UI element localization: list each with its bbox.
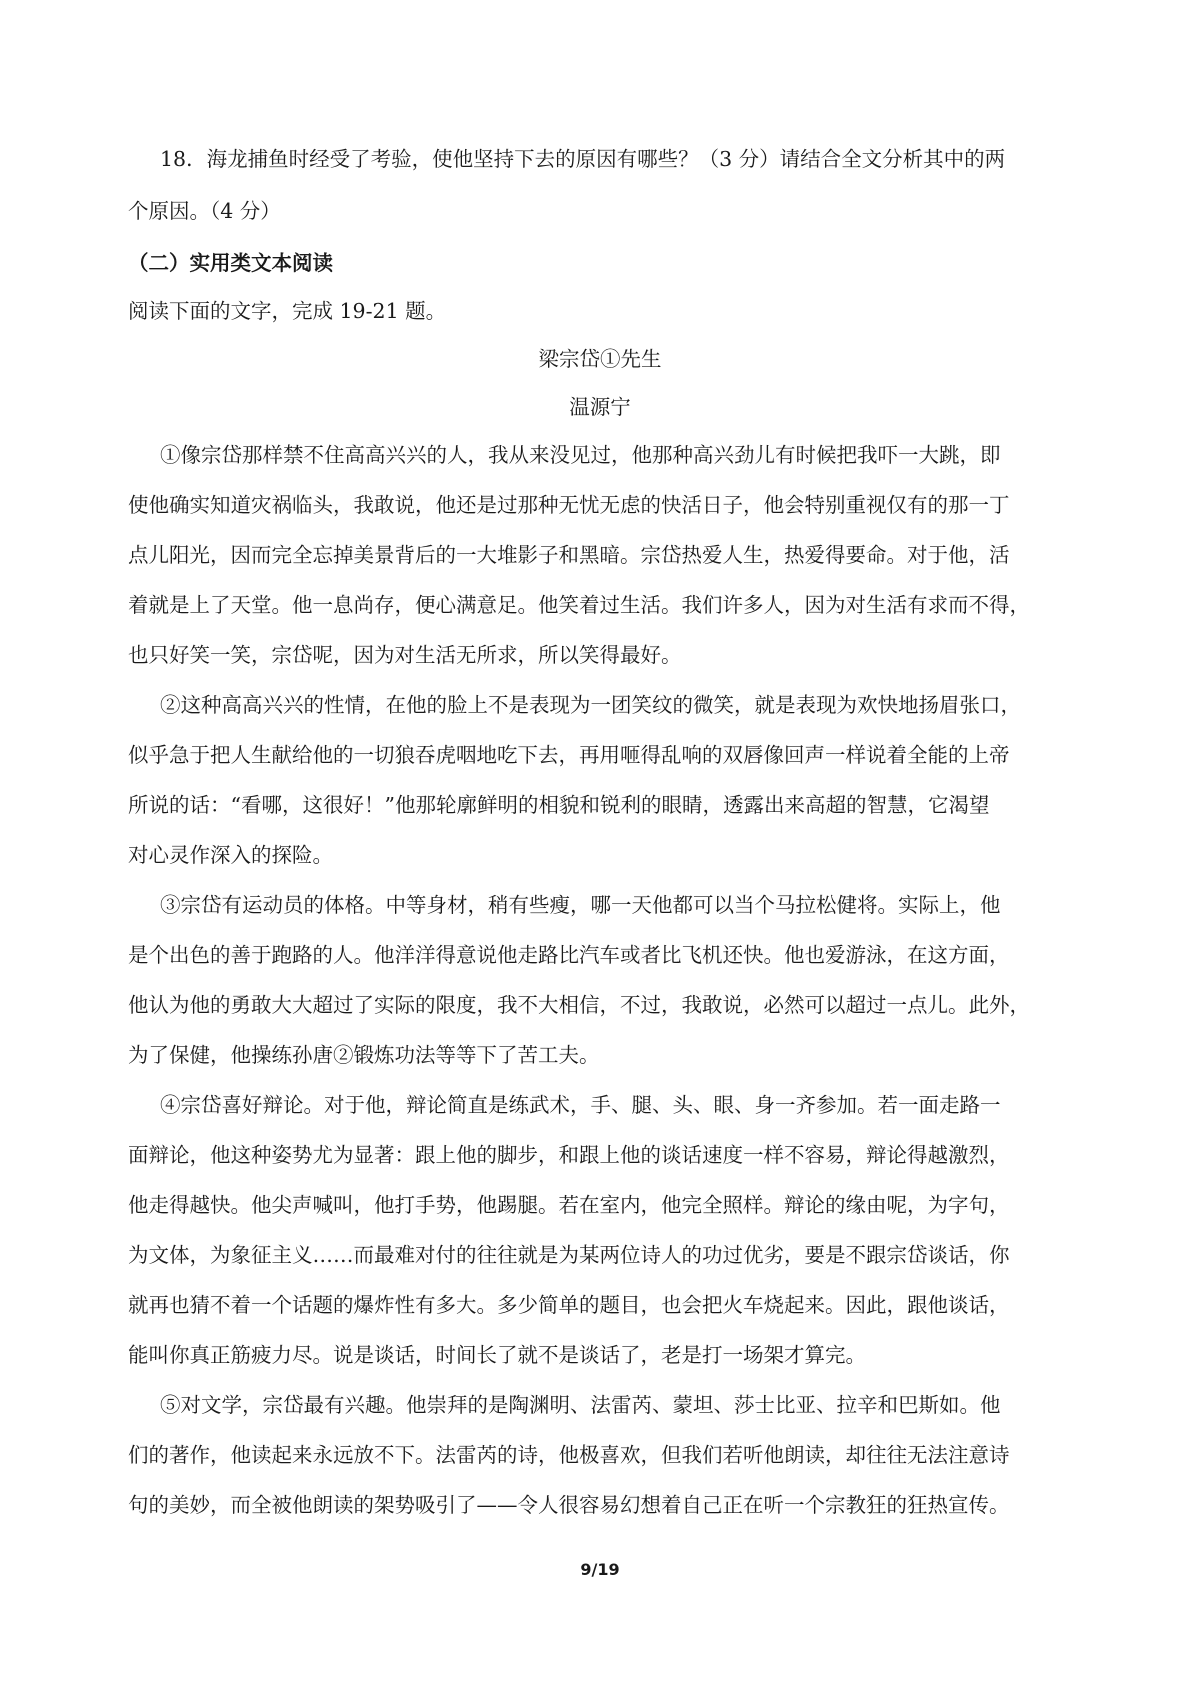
- paragraph-5-line: 们的著作，他读起来永远放不下。法雷芮的诗，他极喜欢，但我们若听他朗读，却往往无法注意诗: [128, 1443, 1010, 1467]
- paragraph-3-line: 为了保健，他操练孙唐②锻炼功法等等下了苦工夫。: [128, 1043, 600, 1067]
- question-18-line-1: 18．海龙捕鱼时经受了考验，使他坚持下去的原因有哪些？（3 分）请结合全文分析其中的两: [160, 147, 1006, 171]
- paragraph-3-line: 是个出色的善于跑路的人。他洋洋得意说他走路比汽车或者比飞机还快。他也爱游泳，在这方面，: [128, 943, 1010, 967]
- paragraph-1-line: 使他确实知道灾祸临头，我敢说，他还是过那种无忧无虑的快活日子，他会特别重视仅有的那一丁: [128, 493, 1010, 517]
- paragraph-4-line: ④宗岱喜好辩论。对于他，辩论简直是练武术，手、腿、头、眼、身一齐参加。若一面走路一: [160, 1093, 1001, 1117]
- page-number: 9/19: [580, 1560, 620, 1579]
- paragraph-4-line: 就再也猜不着一个话题的爆炸性有多大。多少简单的题目，也会把火车烧起来。因此，跟他谈话，: [128, 1293, 1010, 1317]
- paragraph-1-line: ①像宗岱那样禁不住高高兴兴的人，我从来没见过，他那种高兴劲儿有时候把我吓一大跳，即: [160, 443, 1001, 467]
- paragraph-4-line: 面辩论，他这种姿势尤为显著：跟上他的脚步，和跟上他的谈话速度一样不容易，辩论得越激烈，: [128, 1143, 1010, 1167]
- paragraph-2-line: 似乎急于把人生献给他的一切狼吞虎咽地吃下去，再用咂得乱响的双唇像回声一样说着全能的上帝: [128, 743, 1010, 767]
- paragraph-2-line: 所说的话：“看哪，这很好！”他那轮廓鲜明的相貌和锐利的眼睛，透露出来高超的智慧，它渴望: [128, 793, 990, 817]
- paragraph-5-line: ⑤对文学，宗岱最有兴趣。他崇拜的是陶渊明、法雷芮、蒙坦、莎士比亚、拉辛和巴斯如。他: [160, 1393, 1001, 1417]
- article-author: 温源宁: [569, 395, 631, 419]
- paragraph-1-line: 也只好笑一笑，宗岱呢，因为对生活无所求，所以笑得最好。: [128, 643, 682, 667]
- paragraph-2-line: ②这种高高兴兴的性情，在他的脸上不是表现为一团笑纹的微笑，就是表现为欢快地扬眉张口，: [160, 693, 1021, 717]
- paragraph-5-line: 句的美妙，而全被他朗读的架势吸引了——令人很容易幻想着自己正在听一个宗教狂的狂热宣传。: [128, 1493, 1010, 1517]
- paragraph-2-line: 对心灵作深入的探险。: [128, 843, 333, 867]
- paragraph-4-line: 为文体，为象征主义……而最难对付的往往就是为某两位诗人的功过优劣，要是不跟宗岱谈话，你: [128, 1243, 1010, 1267]
- paragraph-3-line: ③宗岱有运动员的体格。中等身材，稍有些瘦，哪一天他都可以当个马拉松健将。实际上，他: [160, 893, 1001, 917]
- paragraph-1-line: 着就是上了天堂。他一息尚存，便心满意足。他笑着过生活。我们许多人，因为对生活有求而不得，: [128, 593, 1030, 617]
- question-18-line-2: 个原因。（4 分）: [128, 199, 281, 223]
- paragraph-1-line: 点儿阳光，因而完全忘掉美景背后的一大堆影子和黑暗。宗岱热爱人生，热爱得要命。对于他，活: [128, 543, 1010, 567]
- reading-instruction: 阅读下面的文字，完成 19-21 题。: [128, 299, 447, 323]
- paragraph-4-line: 能叫你真正筋疲力尽。说是谈话，时间长了就不是谈话了，老是打一场架才算完。: [128, 1343, 866, 1367]
- paragraph-3-line: 他认为他的勇敢大大超过了实际的限度，我不大相信，不过，我敢说，必然可以超过一点儿。此外，: [128, 993, 1030, 1017]
- section-heading: （二）实用类文本阅读: [128, 251, 333, 275]
- paragraph-4-line: 他走得越快。他尖声喊叫，他打手势，他踢腿。若在室内，他完全照样。辩论的缘由呢，为字句，: [128, 1193, 1010, 1217]
- article-title: 梁宗岱①先生: [538, 347, 662, 371]
